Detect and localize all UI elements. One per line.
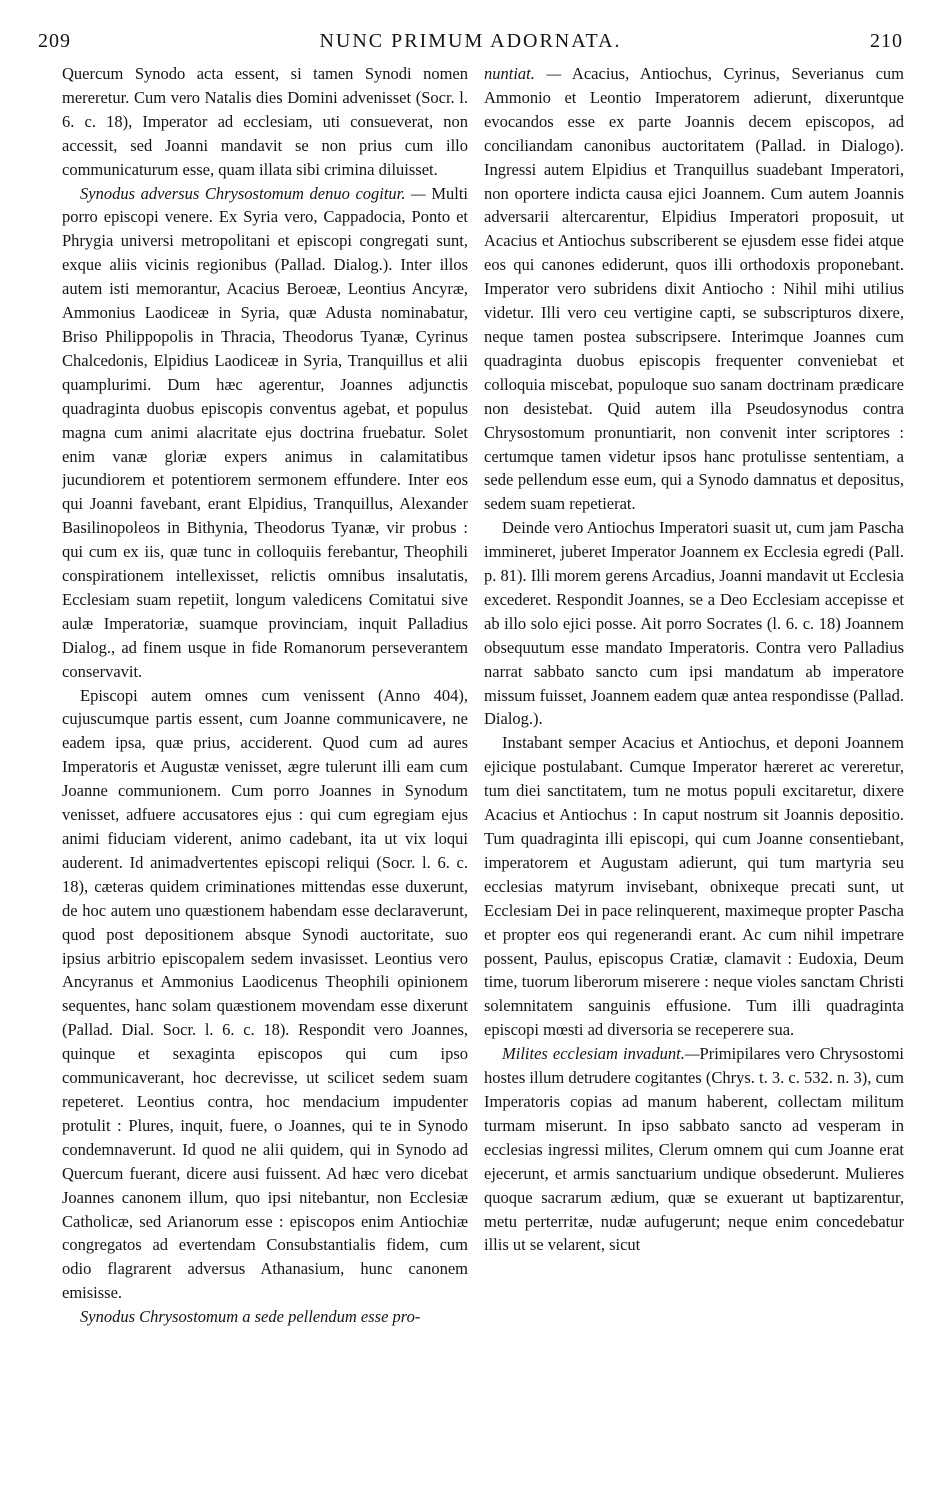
section-heading: Synodus adversus Chrysostomum denuo cogitur. —	[80, 183, 426, 203]
paragraph: Deinde vero Antiochus Imperatori suasit ut, cum jam Pascha immineret, juberet Imperator Joannem ex Ecclesia egredi (Pall. p. 81). Illi morem gerens Arcadius, Joanni mandavit ut Ecclesia excederet. Respondit Joannes, se a Deo Ecclesiam accepisse et ab illo solo ejici posse. Ait porro Socrates (l. 6. c. 18) Joannem obsequutum esse mandato Imperatoris. Contra vero Palladius narrat sabbato sancto cum ipsi mandatum ab imperatore missum fuisset, Joannem eadem quæ antea respondisse (Pallad. Dialog.).	[484, 518, 904, 729]
page-number-left: 209	[38, 30, 71, 52]
running-header	[38, 30, 903, 58]
right-column	[484, 62, 904, 1492]
section-heading: Synodus Chrysostomum a sede pellendum esse pro-	[80, 1307, 421, 1327]
paragraph	[62, 182, 468, 684]
section-heading: Milites ecclesiam invadunt.—	[502, 1044, 700, 1064]
section-heading: nuntiat. —	[484, 64, 562, 83]
paragraph	[484, 1042, 904, 1257]
paragraph-text: Acacius, Antiochus, Cyrinus, Severianus cum Ammonio et Leontio Imperatorem adierunt, dixeruntque evocandos esse ex parte Joannis decem episcopos, ad conciliandam canonibus auctoritatem (Pallad. in Dialogo). Ingressi autem Elpidius et Tranquillus suadebant Imperatori, non oportere indicta causa ejici Joannem. Cum autem Joannis adversarii altercarentur, Elpidius Imperatori proposuit, ut Acacius et Antiochus subscriberent se ejusdem esse fidei atque eos qui canones ediderunt, quos illi orthodoxis proponebant. Imperator vero subridens dixit Antiocho : Nihil mihi utilius videtur. Illi vero ceu vertigine capti, se subscripturos dixere, neque tamen postea subscripsere. Interimque Joannes cum quadraginta duobus episcopis frequenter conveniebat et colloquia miscebat, populoque suo sanam doctrinam prædicare non desistebat. Quid autem illa Pseudosynodus contra Chrysostomum pronuntiarit, non convenit inter scriptores : certumque tamen videtur ipsos hanc protulisse sententiam, a sede pellendum esse eum, qui a Synodo damnatus et depositus, sedem suam repetierat.	[484, 64, 904, 514]
paragraph-text: Primipilares vero Chrysostomi hostes illum detrudere cogitantes (Chrys. t. 3. c. 532. n. 3), cum Imperatoris copias ad manum haberent, collectam militum turmam miserunt. In ipso sabbato sancto ad vesperam in ecclesias ingressi milites, Clerum omnem qui cum Joanne erat ejecerunt, et armis sanctuarium undique obsederunt. Mulieres quoque sacrarum ædium, quæ se exuerant ut baptizarentur, metu perterritæ, nudæ aufugerunt; neque enim concedebatur illis ut se velarent, sicut	[484, 1044, 904, 1255]
paragraph	[62, 1305, 468, 1329]
running-title: NUNC PRIMUM ADORNATA.	[319, 30, 622, 52]
paragraph-text: Multi porro episcopi venere. Ex Syria vero, Cappadocia, Ponto et Phrygia universi metropolitani et episcopi congregati sunt, exque aliis vicinis regionibus (Pallad. Dialog.). Inter illos autem isti memorantur, Acacius Beroeæ, Leontius Ancyræ, Ammonius Laodiceæ in Syria, quæ Adusta nominabatur, Briso Philippopolis in Thracia, Theodorus Tyanæ, Cyrinus Chalcedonis, Elpidius Laodiceæ in Syria, Tranquillus et alii quamplurimi. Dum hæc agerentur, Joannes adjunctis quadraginta duobus episcopis conventus agebat, et populus magna cum animi alacritate ejus doctrina fruebatur. Solet enim vanæ gloriæ expers animus in calamitatibus jucundiorem et potentiorem sermonem effundere. Inter eos qui Joanni favebant, erant Elpidius, Tranquillus, Alexander Basilinopoleos in Bithynia, Theodorus Tyanæ, vir probus : qui cum ex iis, quæ tunc in colloquiis ferebantur, Theophili conspirationem intellexisset, relictis omnibus insalutatis, Ecclesiam suam repetiit, longum valedicens Comitatui sive aulæ Imperatoriæ, suamque provinciam, inquit Palladius Dialog., ad finem usque in fide Romanorum perseverantem conservavit.	[62, 183, 468, 681]
page-number-right: 210	[870, 30, 903, 52]
paragraph: Quercum Synodo acta essent, si tamen Synodi nomen mereretur. Cum vero Natalis dies Domini advenisset (Socr. l. 6. c. 18), Imperator ad ecclesiam, uti consueverat, non accessit, sed Joanni mandavit se non prius cum illo communicaturum esse, quam illata sibi crimina diluisset.	[62, 64, 468, 179]
paragraph	[484, 62, 904, 516]
paragraph: Instabant semper Acacius et Antiochus, et deponi Joannem ejicique postulabant. Cumque Imperator hæreret ac vereretur, tum diei sanctitatem, tum ne motus populi excitaretur, dixere Acacius et Antiochus : In caput nostrum sit Joannis depositio. Tum quadraginta illi episcopi, qui cum Joanne consentiebant, imperatorem et Augustam adierunt, qui tum martyria seu ecclesias matyrum invisebant, obnixeque precati sunt, ut Ecclesiam Dei in pace relinquerent, maximeque propter Pascha et propter eos qui regenerandi erant. Ac cum nihil impetrare possent, Paulus, episcopus Cratiæ, clamavit : Eudoxia, Deum time, tuorum liberorum miserere : neque violes sanctam Christi solemnitatem sanguinis effusione. Tum illi quadraginta episcopi mœsti ad diversoria se receperere sua.	[484, 733, 904, 1040]
paragraph: Episcopi autem omnes cum venissent (Anno 404), cujuscumque partis essent, cum Joanne communicavere, ne eadem ipsa, quæ prius, acciderent. Quod cum ad aures Imperatoris et Augustæ venisset, ægre tulerunt illi eam cum Joanne communionem. Cum porro Joannes in Synodum venisset, adfuere accusatores ejus : qui cum egregiam ejus animi fiduciam viderent, animo cadebant, ita ut vix loqui auderent. Id animadvertentes episcopi reliqui (Socr. l. 6. c. 18), cæteras quidem criminationes mittendas esse duxerunt, de hoc autem uno quæstionem habendam esse declaraverunt, quod post depositionem absque Synodi auctoritate, suo ipsius arbitrio episcopalem sedem invasisset. Leontius vero Ancyranus et Ammonius Laodicenus Theophili opinionem sequentes, hanc solam quæstionem movendam esse dixerunt (Pallad. Dial. Socr. l. 6. c. 18). Respondit vero Joannes, quinque et sexaginta episcopos qui cum ipso communicaverant, hoc decrevisse, ut scilicet sedem suam repeteret. Leontius contra, hoc mendacium impudenter protulit : Plures, inquit, fuere, o Joannes, qui te in Synodo condemnaverunt. Id quod ne alii quidem, qui in Synodo ad Quercum fuerant, dicere ausi fuissent. Ad hæc vero dicebat Joannes canonem illum, quo ipsi nitebantur, non Ecclesiæ Catholicæ, sed Arianorum esse : episcopos enim Antiochiæ congregatos ad evertendam Consubstantialis fidem, cum odio flagrarent adversus Athanasium, hunc canonem emisisse.	[62, 685, 468, 1303]
left-column	[62, 62, 468, 1492]
